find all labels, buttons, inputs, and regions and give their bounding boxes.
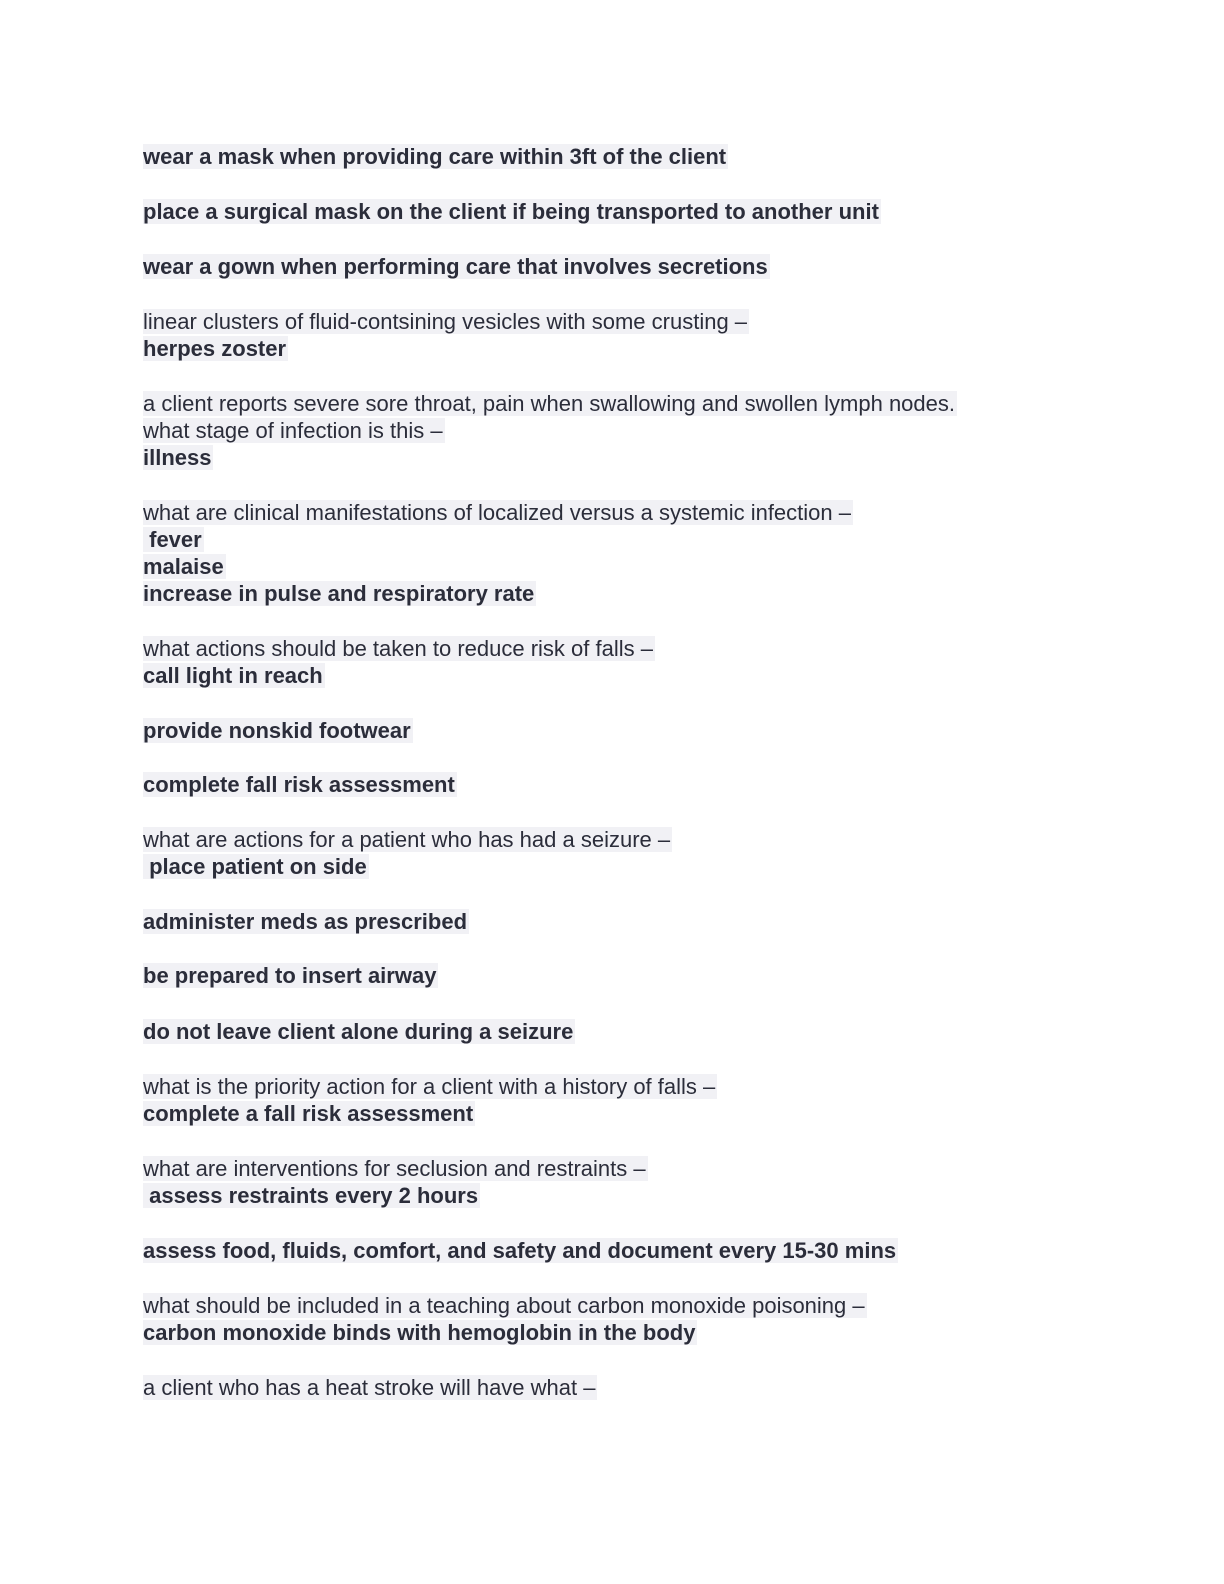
answer-line: do not leave client alone during a seizure <box>143 1019 574 1044</box>
answer-line: malaise <box>143 554 224 579</box>
answer-line: be prepared to insert airway <box>143 963 437 988</box>
question-line: what are interventions for seclusion and restraints – <box>143 1156 646 1181</box>
question-line: what actions should be taken to reduce risk of falls – <box>143 636 653 661</box>
answer-line: fever <box>143 527 202 552</box>
question-line: what are clinical manifestations of localized versus a systemic infection – <box>143 500 851 525</box>
question-line: linear clusters of fluid-contsining vesicles with some crusting – <box>143 309 748 334</box>
answer-line: increase in pulse and respiratory rate <box>143 581 535 606</box>
question-line: a client who has a heat stroke will have what – <box>143 1375 596 1400</box>
text-line: wear a gown when performing care that involves secretions <box>143 254 768 279</box>
answer-line: complete fall risk assessment <box>143 772 455 797</box>
question-line: what is the priority action for a client with a history of falls – <box>143 1074 716 1099</box>
text-line: place a surgical mask on the client if being transported to another unit <box>143 199 879 224</box>
text-line: wear a mask when providing care within 3ft of the client <box>143 144 727 169</box>
question-line: what are actions for a patient who has had a seizure – <box>143 827 671 852</box>
answer-line: administer meds as prescribed <box>143 909 468 934</box>
question-line: a client reports severe sore throat, pain when swallowing and swollen lymph nodes. <box>143 391 955 416</box>
question-line: what stage of infection is this – <box>143 418 443 443</box>
answer-line: complete a fall risk assessment <box>143 1101 474 1126</box>
answer-line: carbon monoxide binds with hemoglobin in the body <box>143 1320 696 1345</box>
answer-line: call light in reach <box>143 663 323 688</box>
answer-line: provide nonskid footwear <box>143 718 411 743</box>
question-line: what should be included in a teaching about carbon monoxide poisoning – <box>143 1293 865 1318</box>
answer-line: assess food, fluids, comfort, and safety and document every 15-30 mins <box>143 1238 897 1263</box>
answer-line: herpes zoster <box>143 336 287 361</box>
answer-line: place patient on side <box>143 854 367 879</box>
answer-line: illness <box>143 445 212 470</box>
answer-line: assess restraints every 2 hours <box>143 1183 479 1208</box>
